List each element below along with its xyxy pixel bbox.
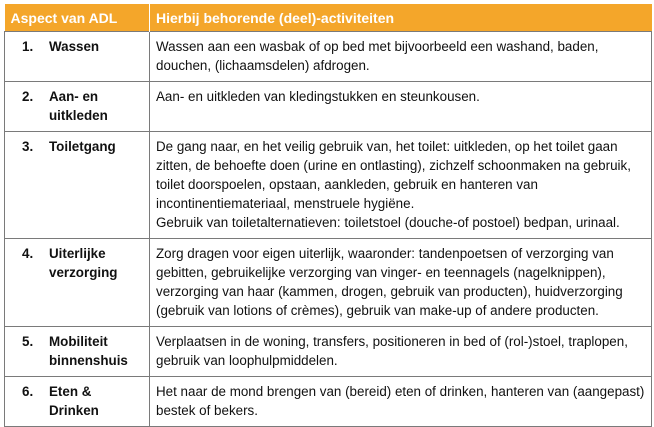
aspect-cell — [5, 327, 150, 377]
activity-description: Verplaatsen in de woning, transfers, positioneren in bed of (rol-)stoel, traplopen, gebruik van loophulpmiddelen. — [156, 334, 628, 368]
activities-cell — [150, 82, 652, 132]
table-header-row — [5, 4, 652, 32]
table-row — [5, 377, 652, 427]
row-number: 1. — [22, 39, 34, 54]
activities-cell — [150, 377, 652, 427]
table-row — [5, 82, 652, 132]
aspect-label: Wassen — [49, 39, 100, 54]
activities-cell — [150, 239, 652, 327]
row-number: 4. — [22, 246, 34, 261]
activity-description: Het naar de mond brengen van (bereid) eten of drinken, hanteren van (aangepast) bestek of bekers. — [156, 384, 645, 418]
header-aspect: Aspect van ADL — [5, 4, 150, 32]
aspect-cell — [5, 82, 150, 132]
table-row — [5, 32, 652, 82]
row-number: 6. — [22, 384, 34, 399]
table-row — [5, 327, 652, 377]
table-body — [5, 32, 652, 427]
adl-table — [4, 4, 652, 427]
aspect-cell — [5, 132, 150, 239]
activity-description: Zorg dragen voor eigen uiterlijk, waaronder: tandenpoetsen of verzorging van gebitten, gebruikelijke verzorging van vinger- en teennagels (nagelknippen), verzorging van haar (kammen, drogen, gebruik van producten), huidverzorging (gebruik van lotions of crèmes), gebruik van make-up of andere producten. — [156, 246, 623, 318]
activity-description: Aan- en uitkleden van kledingstukken en steunkousen. — [156, 89, 480, 104]
table-row — [5, 239, 652, 327]
table-row — [5, 132, 652, 239]
row-number: 5. — [22, 334, 34, 349]
aspect-cell — [5, 239, 150, 327]
activity-description: Gebruik van toiletalternatieven: toiletstoel (douche-of postoel) bedpan, urinaal. — [156, 215, 620, 230]
aspect-label: Uiterlijke verzorging — [49, 246, 118, 280]
aspect-label: Mobiliteit binnenshuis — [49, 334, 128, 368]
activity-description: Wassen aan een wasbak of op bed met bijvoorbeeld een washand, baden, douchen, (lichaamsdelen) afdrogen. — [156, 39, 599, 73]
aspect-label: Aan- en uitkleden — [49, 89, 108, 123]
row-number: 3. — [22, 139, 34, 154]
aspect-cell — [5, 32, 150, 82]
aspect-label: Eten & Drinken — [49, 384, 99, 418]
header-activities: Hierbij behorende (deel)-activiteiten — [150, 4, 652, 32]
activities-cell — [150, 132, 652, 239]
aspect-cell — [5, 377, 150, 427]
row-number: 2. — [22, 89, 34, 104]
aspect-label: Toiletgang — [49, 139, 116, 154]
activities-cell — [150, 327, 652, 377]
activity-description: De gang naar, en het veilig gebruik van, het toilet: uitkleden, op het toilet gaan zitten, de behoefte doen (urine en ontlasting), zichzelf schoonmaken na gebruik, toilet doorspoelen, opstaan, aankleden, gebruik en hanteren van incontinentiemateriaal, menstruele hygiëne. — [156, 139, 631, 211]
activities-cell — [150, 32, 652, 82]
